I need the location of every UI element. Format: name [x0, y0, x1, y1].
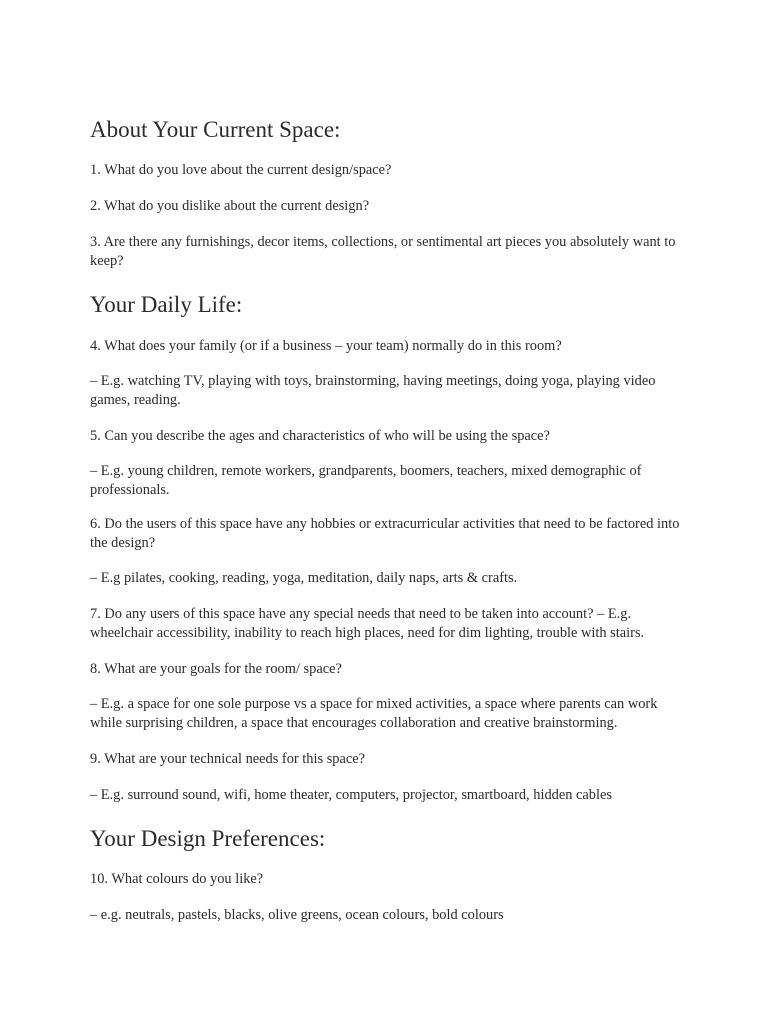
- section-heading-current-space: About Your Current Space:: [90, 117, 341, 142]
- question-10: 10. What colours do you like?: [90, 871, 264, 887]
- question-2: 2. What do you dislike about the current design?: [90, 198, 370, 214]
- question-7: 7. Do any users of this space have any special needs that need to be taken into account? – E.g. wheelchair accessibility, inability to reach high places, need for dim lighting, trouble with stairs.: [90, 606, 645, 641]
- example-9: – E.g. surround sound, wifi, home theater, computers, projector, smartboard, hidden cables: [90, 787, 612, 803]
- question-6: 6. Do the users of this space have any hobbies or extracurricular activities that need to be factored into the design?: [90, 516, 680, 551]
- example-10: – e.g. neutrals, pastels, blacks, olive greens, ocean colours, bold colours: [90, 907, 504, 923]
- example-4: – E.g. watching TV, playing with toys, brainstorming, having meetings, doing yoga, playing video games, reading.: [90, 373, 656, 408]
- section-heading-design-preferences: Your Design Preferences:: [90, 826, 326, 851]
- example-5: – E.g. young children, remote workers, grandparents, boomers, teachers, mixed demographic of professionals.: [90, 463, 642, 498]
- question-4: 4. What does your family (or if a business – your team) normally do in this room?: [90, 338, 562, 354]
- example-6: – E.g pilates, cooking, reading, yoga, meditation, daily naps, arts & crafts.: [90, 570, 518, 586]
- section-heading-daily-life: Your Daily Life:: [90, 292, 243, 317]
- question-8: 8. What are your goals for the room/ space?: [90, 661, 342, 677]
- example-8: – E.g. a space for one sole purpose vs a space for mixed activities, a space where parents can work while surprising children, a space that encourages collaboration and creative brainstorming.: [90, 696, 658, 731]
- question-3: 3. Are there any furnishings, decor items, collections, or sentimental art pieces you absolutely want to keep?: [90, 234, 676, 269]
- question-1: 1. What do you love about the current design/space?: [90, 162, 392, 178]
- question-9: 9. What are your technical needs for this space?: [90, 751, 366, 767]
- question-5: 5. Can you describe the ages and characteristics of who will be using the space?: [90, 428, 550, 444]
